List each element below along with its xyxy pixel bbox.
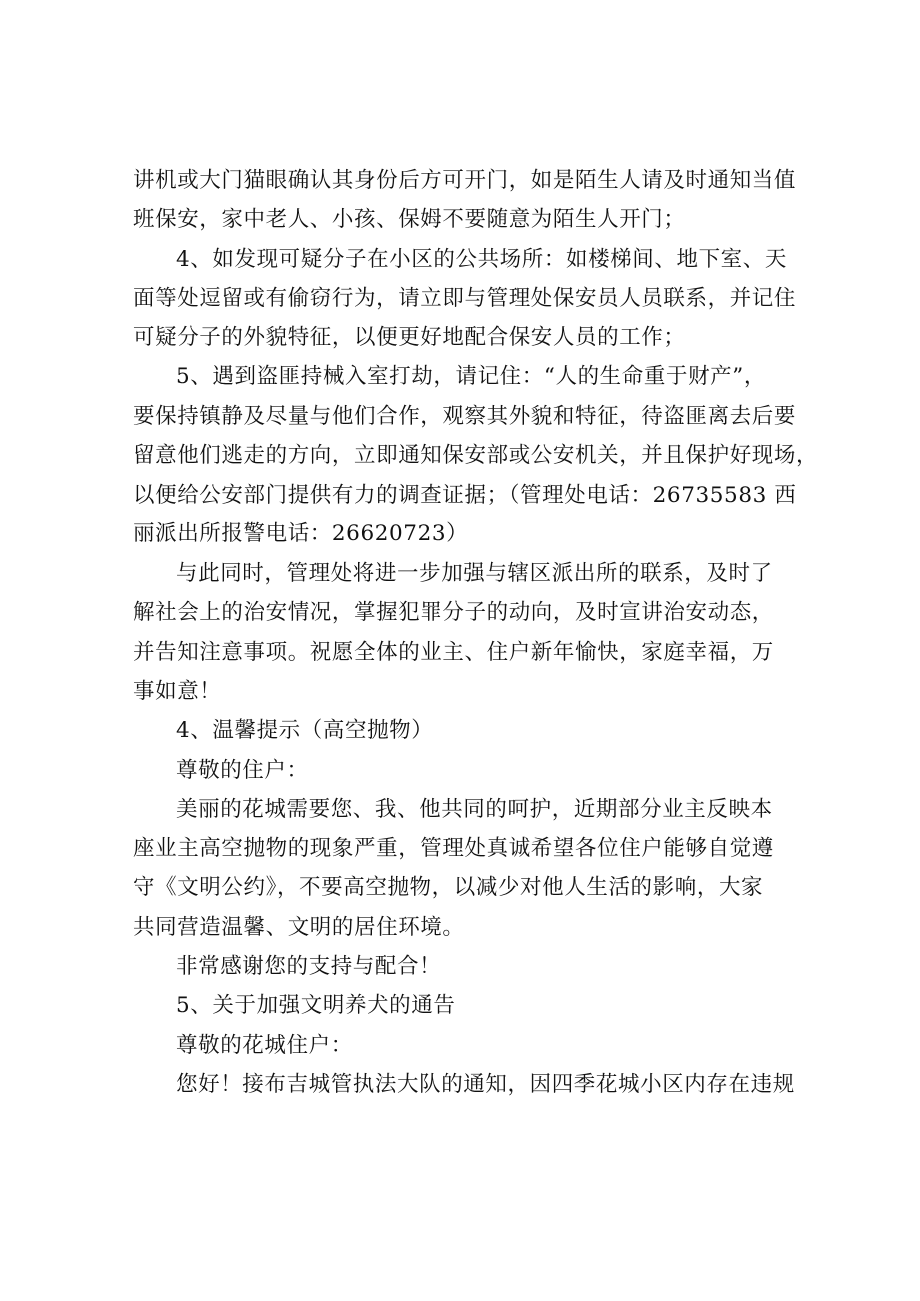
text-line: 守《文明公约》，不要高空抛物，以减少对他人生活的影响，大家 (133, 875, 764, 900)
text-line: 共同营造温馨、文明的居住环境。 (133, 915, 465, 940)
text-line: 讲机或大门猫眼确认其身份后方可开门，如是陌生人请及时通知当值 (133, 168, 797, 193)
text-line: 与此同时，管理处将进一步加强与辖区派出所的联系，及时了 (176, 561, 773, 586)
section-heading: 4、温馨提示（高空抛物） (176, 718, 434, 743)
salutation: 尊敬的花城住户： (176, 1033, 353, 1058)
text-line: 座业主高空抛物的现象严重，管理处真诚希望各位住户能够自觉遵 (133, 836, 774, 861)
text-line: 以便给公安部门提供有力的调查证据；（管理处电话：26735583 西 (133, 483, 797, 508)
text-line: 面等处逗留或有偷窃行为，请立即与管理处保安员人员联系，并记住 (133, 286, 797, 311)
text-line: 丽派出所报警电话：26620723） (133, 521, 469, 546)
text-line: 可疑分子的外貌特征，以便更好地配合保安人员的工作； (133, 325, 686, 350)
text-line: 并告知注意事项。祝愿全体的业主、住户新年愉快，家庭幸福，万 (133, 640, 774, 665)
text-line: 5、遇到盗匪持械入室打劫，请记住：“人的生命重于财产”， (176, 364, 766, 389)
text-line: 留意他们逃走的方向，立即通知保安部或公安机关，并且保护好现场， (133, 443, 819, 468)
text-line: 4、如发现可疑分子在小区的公共场所：如楼梯间、地下室、天 (176, 247, 787, 272)
text-line: 要保持镇静及尽量与他们合作，观察其外貌和特征，待盗匪离去后要 (133, 404, 797, 429)
text-line: 解社会上的治安情况，掌握犯罪分子的动向，及时宣讲治安动态， (133, 600, 774, 625)
text-line: 美丽的花城需要您、我、他共同的呵护，近期部分业主反映本 (176, 797, 773, 822)
text-line: 非常感谢您的支持与配合！ (176, 954, 442, 979)
text-line: 班保安，家中老人、小孩、保姆不要随意为陌生人开门； (133, 207, 686, 232)
text-line: 事如意！ (133, 679, 222, 704)
section-heading: 5、关于加强文明养犬的通告 (176, 993, 456, 1018)
text-line: 您好！接布吉城管执法大队的通知，因四季花城小区内存在违规 (176, 1072, 795, 1097)
salutation: 尊敬的住户： (176, 758, 309, 783)
